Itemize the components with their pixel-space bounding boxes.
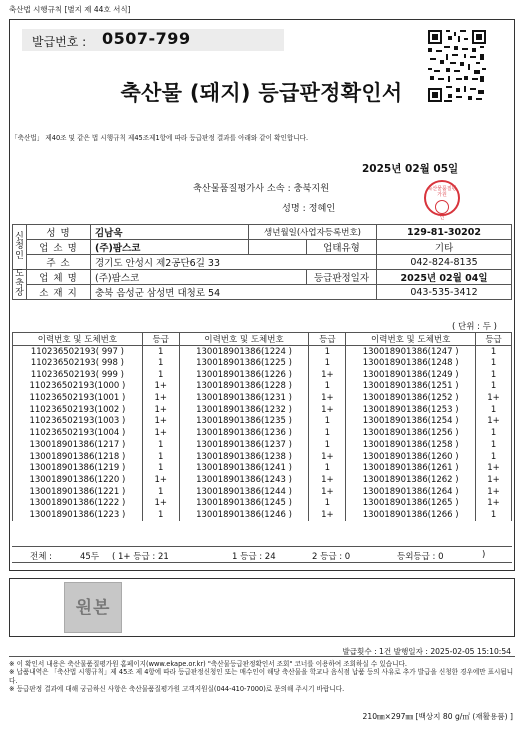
- grade-cell: 1+: [142, 416, 179, 428]
- note-item: ※ 이 확인서 내용은 축산물품질평가원 홈페이지(www.ekape.or.kr) "축산물등급판정확인서 조회" 코너를 이용하여 조회하실 수 있습니다.: [9, 660, 407, 668]
- issue-number-label: 발급번호 :: [32, 35, 87, 49]
- totals-close-paren: ): [482, 550, 486, 560]
- slaughterhouse-section-label: 도축장: [13, 270, 27, 300]
- trace-number-cell: 130018901386(1223 ): [13, 509, 143, 521]
- trace-number-cell: 130018901386(1217 ): [13, 439, 143, 451]
- trace-number-cell: 110236502193( 998 ): [13, 357, 143, 369]
- grade-cell: 1: [142, 369, 179, 381]
- grade-cell: 1: [142, 346, 179, 358]
- trace-number-cell: 130018901386(1236 ): [179, 427, 309, 439]
- name-label: 성 명: [27, 225, 91, 240]
- trace-number-cell: 130018901386(1222 ): [13, 497, 143, 509]
- table-row: [13, 357, 512, 369]
- company-label: 업 소 명: [27, 240, 91, 255]
- note-item: ※ 등급판정 결과에 대해 궁금하신 사항은 축산물품질평가원 고객지원실(044-410-7000)로 문의해 주시기 바랍니다.: [9, 684, 345, 693]
- footer-notes: [9, 660, 514, 693]
- trace-number-cell: 130018901386(1243 ): [179, 474, 309, 486]
- table-row: [13, 497, 512, 509]
- trace-number-cell: 130018901386(1221 ): [13, 486, 143, 498]
- grade-cell: 1+: [309, 474, 346, 486]
- grade-cell: 1: [476, 509, 512, 521]
- trace-number-cell: 130018901386(1253 ): [346, 404, 476, 416]
- grade-cell: 1+: [476, 497, 512, 509]
- document-title: 축산물 (돼지) 등급판정확인서: [120, 81, 403, 105]
- grade-cell: 1+: [142, 497, 179, 509]
- trace-number-cell: 130018901386(1252 ): [346, 392, 476, 404]
- trace-number-cell: 130018901386(1225 ): [179, 357, 309, 369]
- table-row: [13, 404, 512, 416]
- col-header-trace-1: 이력번호 및 도체번호: [13, 333, 143, 346]
- grade-cell: 1+: [142, 404, 179, 416]
- trace-number-cell: 110236502193(1004 ): [13, 427, 143, 439]
- trace-number-cell: 130018901386(1224 ): [179, 346, 309, 358]
- signer-name: 성명 : 정혜인: [282, 203, 336, 214]
- col-header-grade-2: 등급: [309, 333, 346, 346]
- trace-number-cell: 130018901386(1245 ): [179, 497, 309, 509]
- grade-cell: 1: [309, 497, 346, 509]
- applicant-phone: 042-824-8135: [377, 255, 512, 270]
- grade-cell: 1: [476, 451, 512, 463]
- trace-number-cell: 130018901386(1258 ): [346, 439, 476, 451]
- slaughter-company: (주)팜스코: [91, 270, 307, 285]
- issue-date: 2025년 02월 05일: [362, 163, 459, 175]
- grade-cell: 1+: [476, 392, 512, 404]
- birth-value: 129-81-30202: [377, 225, 512, 240]
- table-row: [13, 346, 512, 358]
- trace-number-cell: 130018901386(1261 ): [346, 462, 476, 474]
- trace-number-cell: 130018901386(1219 ): [13, 462, 143, 474]
- trace-number-cell: 110236502193(1002 ): [13, 404, 143, 416]
- grade-cell: 1: [142, 439, 179, 451]
- trace-number-cell: 130018901386(1264 ): [346, 486, 476, 498]
- trace-number-cell: 110236502193( 997 ): [13, 346, 143, 358]
- grade-cell: 1: [309, 357, 346, 369]
- slaughter-phone: 043-535-3412: [377, 285, 512, 300]
- total-label: 전체 :: [30, 552, 52, 562]
- grade-cell: 1: [309, 427, 346, 439]
- trace-number-cell: 130018901386(1248 ): [346, 357, 476, 369]
- grade-cell: 1: [142, 486, 179, 498]
- grade-cell: 1+: [142, 427, 179, 439]
- totals-row: [12, 546, 512, 563]
- trace-number-cell: 130018901386(1260 ): [346, 451, 476, 463]
- location-label: 소 재 지: [27, 285, 91, 300]
- grade-cell: 1+: [309, 392, 346, 404]
- issue-number: 0507-799: [102, 29, 191, 48]
- trace-number-cell: 130018901386(1247 ): [346, 346, 476, 358]
- table-row: [13, 474, 512, 486]
- grade-cell: 1: [142, 509, 179, 521]
- trace-number-cell: 110236502193(1001 ): [13, 392, 143, 404]
- trace-number-cell: 130018901386(1266 ): [346, 509, 476, 521]
- trace-number-cell: 130018901386(1244 ): [179, 486, 309, 498]
- grade-cell: 1: [476, 427, 512, 439]
- trace-number-cell: 110236502193( 999 ): [13, 369, 143, 381]
- trace-number-cell: 130018901386(1254 ): [346, 416, 476, 428]
- table-row: [13, 381, 512, 393]
- trace-number-cell: 130018901386(1228 ): [179, 381, 309, 393]
- trace-number-cell: 130018901386(1246 ): [179, 509, 309, 521]
- grading-date-label: 등급판정일자: [307, 270, 377, 285]
- trace-number-cell: 130018901386(1262 ): [346, 474, 476, 486]
- grade-cell: 1+: [142, 381, 179, 393]
- grade-cell: 1: [476, 439, 512, 451]
- trace-number-cell: 130018901386(1226 ): [179, 369, 309, 381]
- grade-cell: 1+: [476, 462, 512, 474]
- grade-cell: 1: [142, 357, 179, 369]
- grade-cell: 1+: [309, 404, 346, 416]
- applicant-name: 김남욱: [91, 225, 249, 240]
- table-row: [13, 486, 512, 498]
- grade-cell: 1: [142, 462, 179, 474]
- total-count: 45두: [80, 552, 100, 562]
- paper-spec: 210㎜×297㎜ [백상지 80 g/㎡ (재활용품) ]: [362, 712, 513, 721]
- issued-info: 발급횟수 : 1건 발행일자 : 2025-02-05 15:10:54: [342, 647, 511, 656]
- grade-cell: 1+: [476, 416, 512, 428]
- trace-number-cell: 130018901386(1251 ): [346, 381, 476, 393]
- table-row: [13, 451, 512, 463]
- grade-1plus-count: ( 1+ 등급 : 21: [112, 552, 169, 562]
- trace-number-cell: 130018901386(1232 ): [179, 404, 309, 416]
- grade-cell: 1: [476, 346, 512, 358]
- table-row: [13, 416, 512, 428]
- legal-basis-text: 「축산법」 제40조 및 같은 법 시행규칙 제45조제1항에 따라 등급판정 결과를 아래와 같이 확인합니다.: [11, 134, 309, 142]
- grade-cell: 1+: [142, 392, 179, 404]
- trace-number-cell: 130018901386(1220 ): [13, 474, 143, 486]
- grade-cell: 1+: [309, 509, 346, 521]
- grade-cell: 1+: [309, 451, 346, 463]
- slaughter-company-label: 업 체 명: [27, 270, 91, 285]
- trace-number-cell: 110236502193(1003 ): [13, 416, 143, 428]
- trace-number-cell: 110236502193(1000 ): [13, 381, 143, 393]
- grade-cell: 1: [142, 451, 179, 463]
- form-reference: 축산법 시행규칙 [별지 제 44호 서식]: [9, 5, 131, 14]
- trace-number-cell: 130018901386(1265 ): [346, 497, 476, 509]
- grade-cell: 1+: [476, 474, 512, 486]
- grade-1-count: 1 등급 : 24: [232, 552, 276, 562]
- note-item: ※ 납품내역은 「축산법 시행규칙」제 45조 제 4항에 따라 등급판정신청인 또는 매수인이 해당 축산물을 학교나 음식점 납품 등의 사유로 추가 발급을 신청한 경우에만 표시됩니다.: [9, 668, 514, 685]
- grading-date: 2025년 02월 04일: [377, 270, 512, 285]
- grade-cell: 1: [309, 439, 346, 451]
- col-header-grade-3: 등급: [476, 333, 512, 346]
- table-row: [13, 462, 512, 474]
- address-label: 주 소: [27, 255, 91, 270]
- qr-code-icon: [428, 30, 486, 102]
- biz-type-label: 업태유형: [307, 240, 377, 255]
- col-header-trace-2: 이력번호 및 도체번호: [179, 333, 309, 346]
- col-header-trace-3: 이력번호 및 도체번호: [346, 333, 476, 346]
- divider: [9, 656, 515, 657]
- grade-cell: 1: [476, 369, 512, 381]
- grades-table: [12, 332, 512, 521]
- trace-number-cell: 130018901386(1218 ): [13, 451, 143, 463]
- grade-cell: 1: [309, 416, 346, 428]
- grade-cell: 1: [476, 404, 512, 416]
- applicant-company: (주)팜스코: [91, 240, 249, 255]
- grade-out-count: 등외등급 : 0: [397, 552, 444, 562]
- grade-cell: 1+: [309, 486, 346, 498]
- birth-label: 생년월일(사업자등록번호): [249, 225, 377, 240]
- table-row: [13, 427, 512, 439]
- original-stamp: 원본: [64, 582, 122, 633]
- trace-number-cell: 130018901386(1231 ): [179, 392, 309, 404]
- grade-cell: 1+: [476, 486, 512, 498]
- grade-cell: 1+: [142, 474, 179, 486]
- official-seal-icon: 축산물품질평가원 인: [424, 180, 460, 216]
- grade-cell: 1: [476, 381, 512, 393]
- trace-number-cell: 130018901386(1237 ): [179, 439, 309, 451]
- grade-cell: 1: [309, 381, 346, 393]
- organization: 축산물품질평가사 소속 : 충북지원: [193, 183, 330, 194]
- trace-number-cell: 130018901386(1256 ): [346, 427, 476, 439]
- grade-2-count: 2 등급 : 0: [312, 552, 351, 562]
- unit-note: ( 단위 : 두 ): [452, 322, 497, 332]
- table-row: [13, 439, 512, 451]
- table-row: [13, 509, 512, 521]
- grade-cell: 1: [476, 357, 512, 369]
- trace-number-cell: 130018901386(1235 ): [179, 416, 309, 428]
- slaughter-location: 충북 음성군 삼성면 대청로 54: [91, 285, 377, 300]
- col-header-grade-1: 등급: [142, 333, 179, 346]
- table-row: [13, 392, 512, 404]
- grade-cell: 1+: [309, 369, 346, 381]
- applicant-address: 경기도 안성시 제2공단6길 33: [91, 255, 377, 270]
- biz-type-value: 기타: [377, 240, 512, 255]
- applicant-section-label: 신청인: [13, 225, 27, 270]
- trace-number-cell: 130018901386(1249 ): [346, 369, 476, 381]
- trace-number-cell: 130018901386(1241 ): [179, 462, 309, 474]
- grade-cell: 1: [309, 346, 346, 358]
- table-row: [13, 369, 512, 381]
- grade-cell: 1: [309, 462, 346, 474]
- applicant-info-table: [12, 224, 512, 300]
- trace-number-cell: 130018901386(1238 ): [179, 451, 309, 463]
